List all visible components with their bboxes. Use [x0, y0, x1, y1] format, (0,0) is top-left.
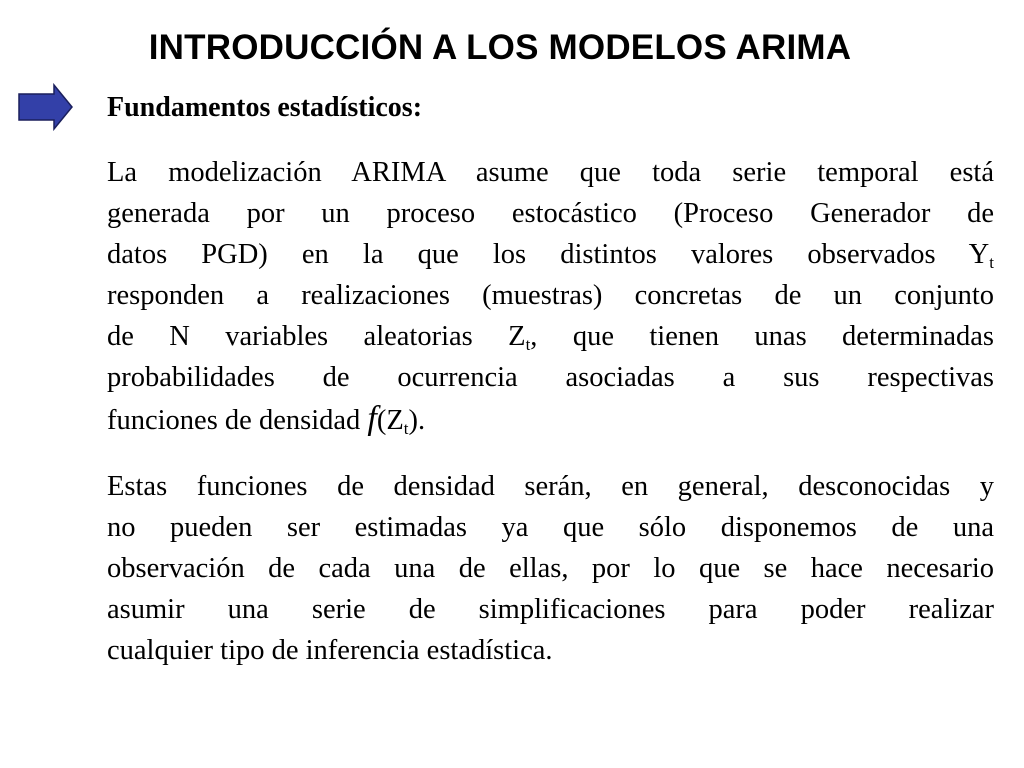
- text-segment: (Z: [376, 405, 404, 436]
- paragraph-arima-assumption: [107, 152, 994, 439]
- text-segment: ).: [408, 405, 426, 436]
- subscript: t: [403, 419, 409, 438]
- text-line: probabilidades de ocurrencia asociadas a sus respectivas: [107, 362, 994, 393]
- slide-title: INTRODUCCIÓN A LOS MODELOS ARIMA: [148, 28, 852, 67]
- density-function-symbol: f: [367, 400, 377, 437]
- text-line: La modelización ARIMA asume que toda serie temporal está: [107, 157, 994, 188]
- text-line: observación de cada una de ellas, por lo que se hace necesario: [107, 553, 994, 584]
- text-line: [107, 398, 994, 439]
- section-subtitle: Fundamentos estadísticos:: [107, 92, 423, 123]
- subscript: t: [989, 253, 994, 272]
- text-segment: datos PGD) en la que los distintos valores observados Y: [107, 239, 990, 270]
- text-line: asumir una serie de simplificaciones para poder realizar: [107, 594, 994, 625]
- text-segment: funciones de densidad: [107, 405, 368, 436]
- text-line: cualquier tipo de inferencia estadística.: [107, 635, 553, 666]
- text-segment: , que tienen unas determinadas: [530, 321, 994, 352]
- text-line: [107, 234, 994, 275]
- right-arrow-icon: [18, 83, 74, 131]
- text-line: no pueden ser estimadas ya que sólo disponemos de una: [107, 512, 994, 543]
- subscript: t: [525, 335, 531, 354]
- text-line: Estas funciones de densidad serán, en general, desconocidas y: [107, 471, 994, 502]
- text-line: responden a realizaciones (muestras) concretas de un conjunto: [107, 280, 994, 311]
- text-line: [107, 316, 994, 357]
- paragraph-density-functions: [107, 466, 994, 671]
- text-line: generada por un proceso estocástico (Proceso Generador de: [107, 198, 994, 229]
- text-segment: de N variables aleatorias Z: [107, 321, 526, 352]
